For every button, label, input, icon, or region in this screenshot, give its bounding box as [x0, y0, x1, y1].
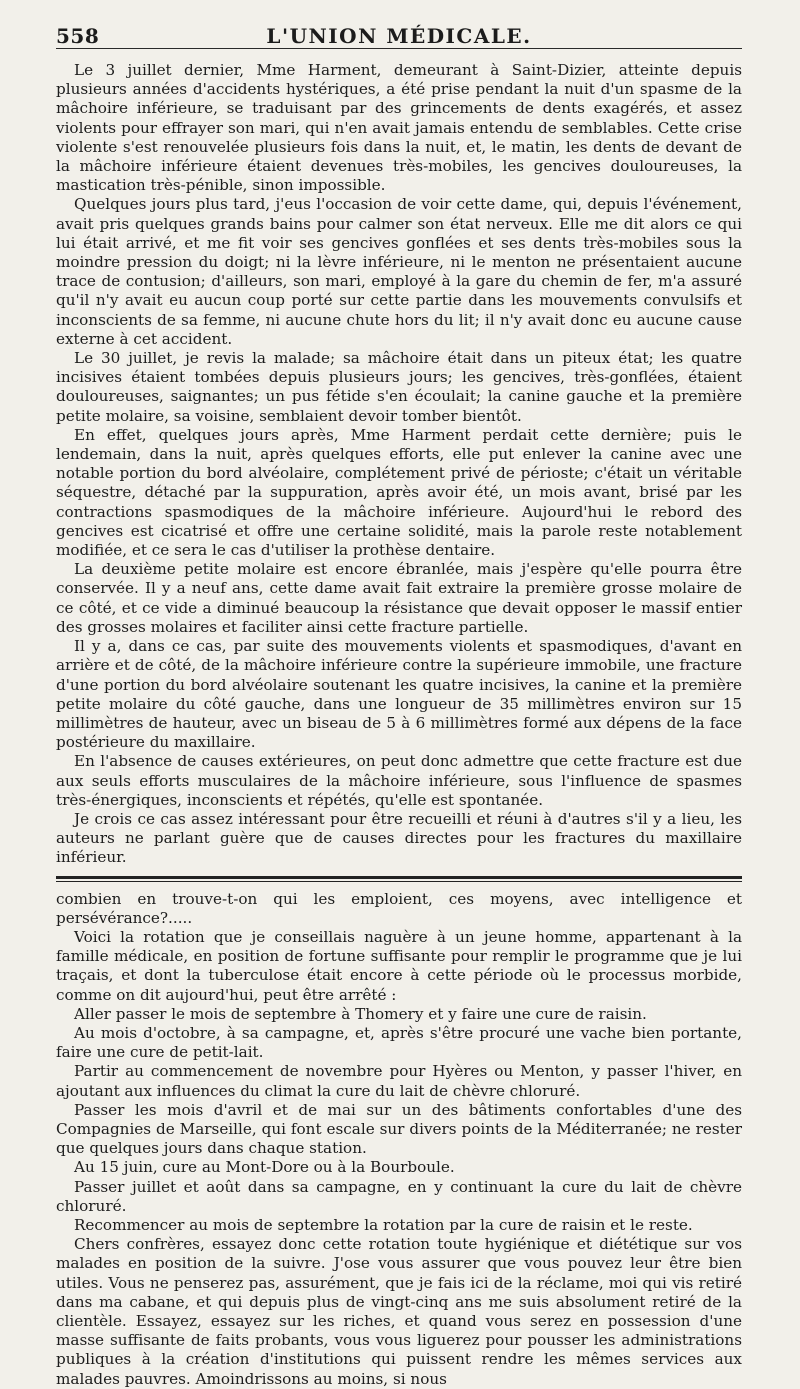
- feuilleton-paragraph: Passer les mois d'avril et de mai sur un des bâtiments confortables d'une des Compagnies de Marseille, qui font escale sur divers points de la Méditerranée; ne rester que quelques jours dans chaque station.: [56, 1100, 742, 1158]
- article-paragraph: En effet, quelques jours après, Mme Harment perdait cette dernière; puis le lendemain, dans la nuit, après quelques efforts, elle put enlever la canine avec une notable portion du bord alvéolaire, complétement privé de périoste; c'était un véritable séquestre, détaché par la suppuration, après avoir été, un mois avant, brisé par les contractions spasmodiques de la mâchoire inférieure. Aujourd'hui le rebord des gencives est cicatrisé et offre une certaine solidité, mais la parole reste notablement modifiée, et ce sera le cas d'utiliser la prothèse dentaire.: [56, 425, 742, 560]
- feuilleton-paragraph: Chers confrères, essayez donc cette rotation toute hygiénique et diététique sur vos malades en position de la suivre. J'ose vous assurer que vous pouvez leur être bien utiles. Vous ne penserez pas, assurément, que je fais ici de la réclame, moi qui vis retiré dans ma cabane, et qui depuis plus de vingt-cinq ans me suis absolument retiré de la clientèle. Essayez, essayez sur les riches, et quand vous serez en possession d'une masse suffisante de faits probants, vous vous liguerez pour pousser les administrations publiques à la création d'institutions qui puissent rendre les mêmes services aux malades pauvres. Amoindrissons au moins, si nous: [56, 1235, 742, 1388]
- feuilleton-paragraph: Au 15 juin, cure au Mont-Dore ou à la Bourboule.: [74, 1158, 455, 1177]
- feuilleton-paragraph: Au mois d'octobre, à sa campagne, et, après s'être procuré une vache bien portante, faire une cure de petit-lait.: [56, 1023, 742, 1062]
- article-paragraph: En l'absence de causes extérieures, on peut donc admettre que cette fracture est due aux seuls efforts musculaires de la mâchoire inférieure, sous l'influence de spasmes très-énergiques, inconscients et répétés, qu'elle est spontanée.: [56, 752, 742, 809]
- journal-title: L'UNION MÉDICALE.: [266, 24, 532, 48]
- feuilleton-body: [56, 890, 742, 1389]
- article-paragraph: Il y a, dans ce cas, par suite des mouvements violents et spasmodiques, d'avant en arrière et de côté, de la mâchoire inférieure contre la supérieure immobile, une fracture d'une portion du bord alvéolaire soutenant les quatre incisives, la canine et la première petite molaire du côté gauche, dans une longueur de 35 millimètres environ sur 15 millimètres de hauteur, avec un biseau de 5 à 6 millimètres formé aux dépens de la face postérieure du maxillaire.: [56, 637, 742, 752]
- article-paragraph: Je crois ce cas assez intéressant pour être recueilli et réuni à d'autres s'il y a lieu, les auteurs ne parlant guère que de causes directes pour les fractures du maxillaire inférieur.: [56, 809, 742, 867]
- article-paragraph: La deuxième petite molaire est encore ébranlée, mais j'espère qu'elle pourra être conservée. Il y a neuf ans, cette dame avait fait extraire la première grosse molaire de ce côté, et ce vide a diminué beaucoup la résistance que devait opposer le massif entier des grosses molaires et faciliter ainsi cette fracture partielle.: [56, 560, 742, 636]
- article-paragraph: Quelques jours plus tard, j'eus l'occasion de voir cette dame, qui, depuis l'événement, avait pris quelques grands bains pour calmer son état nerveux. Elle me dit alors ce qui lui était arrivé, et me fit voir ses gencives gonflées et ses dents très-mobiles sous la moindre pression du doigt; ni la lèvre inférieure, ni le menton ne présentaient aucune trace de contusion; d'ailleurs, son mari, employé à la gare du chemin de fer, m'a assuré qu'il n'y avait eu aucun coup porté sur cette partie dans les mouvements convulsifs et inconscients de sa femme, ni aucune chute hors du lit; il n'y avait donc eu aucune cause externe à cet accident.: [56, 195, 742, 348]
- feuilleton-continuation-line: combien en trouve-t-on qui les emploient, ces moyens, avec intelligence et persévérance?.....: [56, 889, 742, 927]
- feuilleton-paragraph: Voici la rotation que je conseillais naguère à un jeune homme, appartenant à la famille médicale, en position de fortune suffisante pour remplir le programme que je lui traçais, et dont la tuberculose était encore à cette période où le processus morbide, comme on dit aujourd'hui, peut être arrêté :: [56, 927, 742, 1004]
- article-body: [56, 61, 742, 868]
- feuilleton-paragraph: Recommencer au mois de septembre la rotation par la cure de raisin et le reste.: [74, 1215, 693, 1234]
- page-number: 558: [56, 24, 100, 48]
- feuilleton-paragraph: Aller passer le mois de septembre à Thomery et y faire une cure de raisin.: [74, 1004, 647, 1023]
- feuilleton-paragraph: Partir au commencement de novembre pour Hyères ou Menton, y passer l'hiver, en ajoutant aux influences du climat la cure du lait de chèvre chloruré.: [56, 1062, 742, 1100]
- feuilleton-paragraph: Passer juillet et août dans sa campagne, en y continuant la cure du lait de chèvre chloruré.: [56, 1177, 742, 1215]
- feuilleton-divider: [56, 876, 742, 882]
- article-paragraph: Le 3 juillet dernier, Mme Harment, demeurant à Saint-Dizier, atteinte depuis plusieurs années d'accidents hystériques, a été prise pendant la nuit d'un spasme de la mâchoire inférieure, se traduisant par des grincements de dents exagérés, et assez violents pour effrayer son mari, qui n'en avait jamais entendu de semblables. Cette crise violente s'est renouvelée plusieurs fois dans la nuit, et, le matin, les dents de devant de la mâchoire inférieure étaient devenues très-mobiles, les gencives douloureuses, la mastication très-pénible, sinon impossible.: [56, 61, 742, 195]
- article-paragraph: Le 30 juillet, je revis la malade; sa mâchoire était dans un piteux état; les quatre incisives étaient tombées depuis plusieurs jours; les gencives, très-gonflées, étaient douloureuses, saignantes; un pus fétide s'en écoulait; la canine gauche et la première petite molaire, sa voisine, semblaient devoir tomber bientôt.: [56, 349, 742, 425]
- page-header: [56, 18, 742, 49]
